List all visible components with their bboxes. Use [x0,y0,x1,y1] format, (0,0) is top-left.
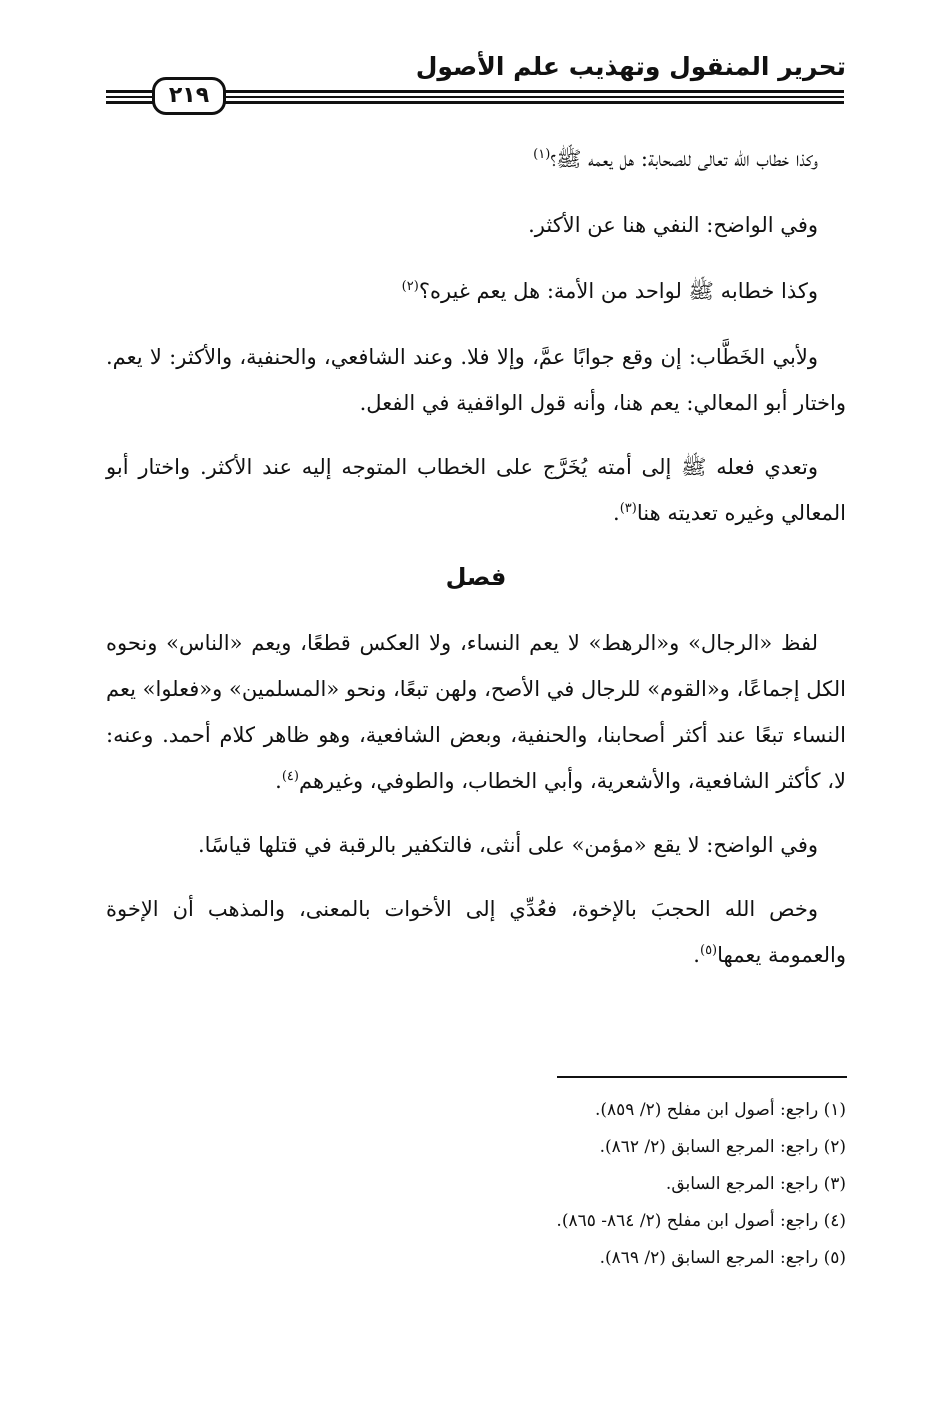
paragraph-end: . [275,769,282,793]
footnote-1: (١) راجع: أصول ابن مفلح (٢/ ٨٥٩). [594,1100,846,1120]
footnote-ref: (٤) [281,769,299,784]
section-heading: فصل [445,563,507,591]
paragraph-text: وخص الله الحجبَ بالإخوة، فعُدِّي إلى الأخوات بالمعنى، والمذهب أن الإخوة والعمومة يعمها [106,897,846,967]
main-text [106,136,846,996]
footnote-ref: (٢) [401,279,419,294]
footnote-5: (٥) راجع: المرجع السابق (٢/ ٨٦٩). [599,1248,846,1268]
footnotes [246,1092,846,1277]
footnote-4: (٤) راجع: أصول ابن مفلح (٢/ ٨٦٤- ٨٦٥). [556,1211,846,1231]
footnote-ref: (٣) [619,501,637,516]
paragraph-text: وكذا خطابه ﷺ لواحد من الأمة: هل يعم غيره؟ [418,279,818,303]
paragraph-end: . [613,501,620,525]
paragraph-text: وفي الواضح: النفي هنا عن الأكثر. [528,213,818,237]
footnote-2: (٢) راجع: المرجع السابق (٢/ ٨٦٢). [599,1137,846,1157]
paragraph-text: ولأبي الخَطَّاب: إن وقع جوابًا عمَّ، وإلا فلا. وعند الشافعي، والحنفية، والأكثر: لا يعم. واختار أبو المعالي: يعم هنا، وأنه قول الواقفية في الفعل. [106,345,846,415]
paragraph-text: وكذا خطاب الله تعالى للصحابة: هل يعمه ﷺ؟ [550,147,818,171]
paragraph-1 [106,136,846,182]
paragraph-8 [106,886,846,978]
paragraph-7 [106,822,846,868]
paragraph-4 [106,334,846,426]
footnote-separator [557,1076,847,1078]
page-number: ٢١٩ [152,77,226,115]
paragraph-end: . [693,943,700,967]
footnote-ref: (٥) [699,943,718,958]
running-title: تحرير المنقول وتهذيب علم الأصول [415,52,846,81]
paragraph-2 [106,202,846,248]
paragraph-3 [106,268,846,314]
footnote-ref: (١) [533,147,551,162]
paragraph-text: وتعدي فعله ﷺ إلى أمته يُخَرَّج على الخطاب المتوجه إليه عند الأكثر. واختار أبو المعالي وغيره تعديته هنا [106,455,846,525]
paragraph-6 [106,620,846,804]
footnote-3: (٣) راجع: المرجع السابق. [665,1174,846,1194]
paragraph-5 [106,444,846,536]
paragraph-text: وفي الواضح: لا يقع «مؤمن» على أنثى، فالتكفير بالرقبة في قتلها قياسًا. [198,833,818,857]
paragraph-text: لفظ «الرجال» و«الرهط» لا يعم النساء، ولا العكس قطعًا، ويعم «الناس» ونحوه الكل إجماعًا، و«القوم» للرجال في الأصح، ولهن تبعًا، ونحو «المسلمين» و«فعلوا» يعم النساء تبعًا عند أكثر أصحابنا، والحنفية، وبعض الشافعية، وهو ظاهر كلام أحمد. وعنه: لا، كأكثر الشافعية، والأشعرية، وأبي الخطاب، والطوفي، وغيرهم [106,631,846,793]
